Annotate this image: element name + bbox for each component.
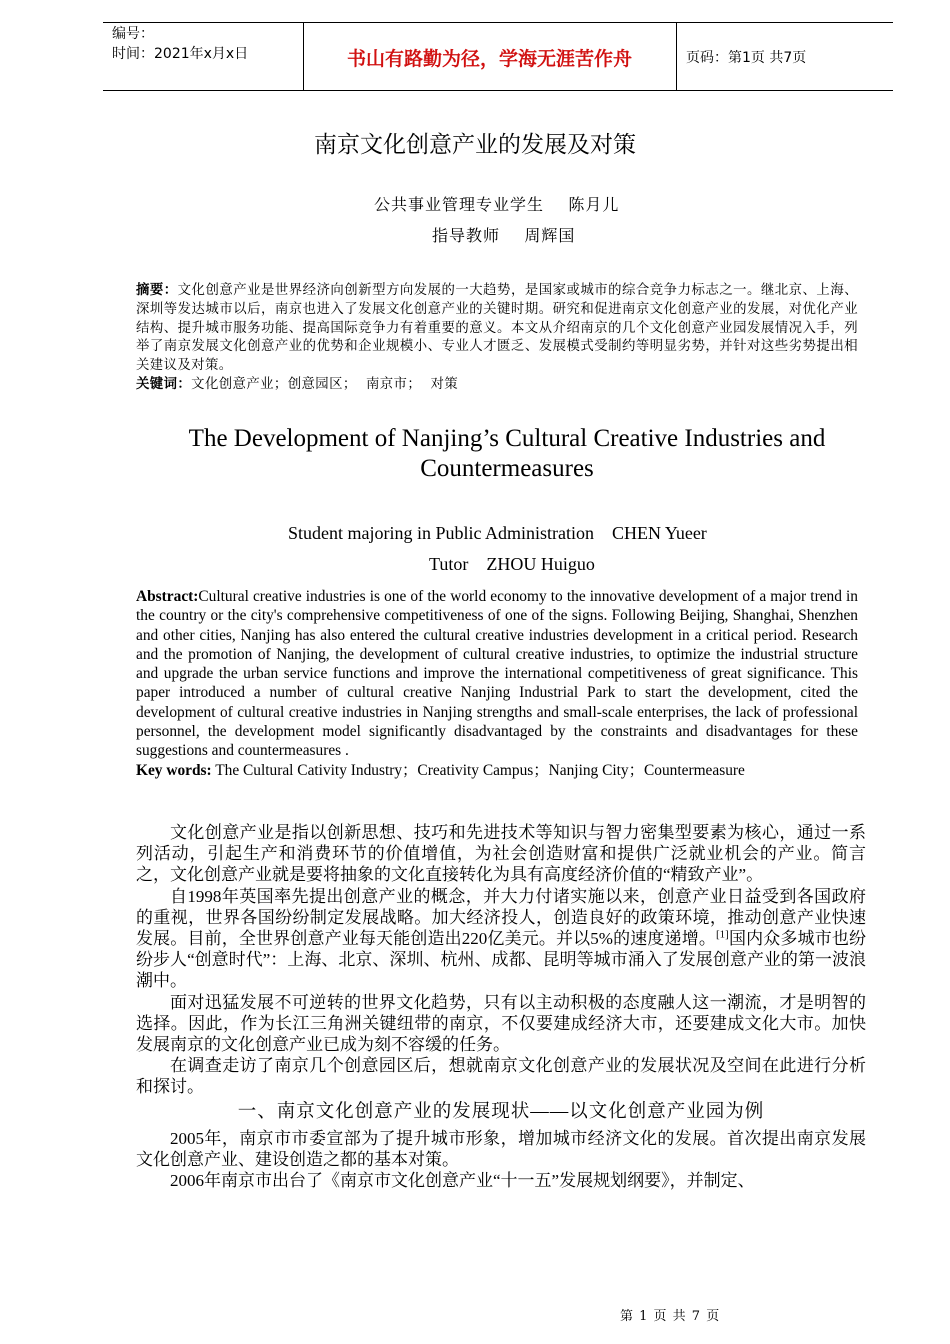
- author-chinese: 公共事业管理专业学生 陈月儿: [374, 195, 620, 214]
- header-motto: 书山有路勤为径，学海无涯苦作舟: [346, 48, 632, 70]
- header-number: 编号：: [112, 26, 154, 42]
- page-footer: 第 1 页 共 7 页: [620, 1309, 721, 1324]
- keywords-cn-label: 关键词：: [136, 376, 192, 392]
- paragraph-6: 2006年南京市出台了《南京市文化创意产业“十一五”发展规划纲要》，并制定、: [170, 1171, 755, 1191]
- paragraph-2: [136, 886, 866, 992]
- header-divider-right: [676, 22, 677, 90]
- abstract-chinese: [136, 282, 858, 395]
- keywords-cn-text: 文化创意产业；创意园区； 南京市； 对策: [191, 376, 459, 392]
- paragraph-5: 2005年，南京市市委宣部为了提升城市形象，增加城市经济文化的发展。首次提出南京发展文化创意产业、建设创造之都的基本对策。: [136, 1128, 866, 1170]
- abstract-cn-label: 摘要：: [136, 283, 178, 298]
- header-page-info: 页码：第1页 共7页: [686, 50, 807, 66]
- header-bottom-rule: [103, 90, 893, 91]
- citation-ref: [1]: [716, 928, 729, 941]
- author-english: Student majoring in Public Administration CHEN Yueer: [288, 523, 707, 543]
- tutor-english: Tutor ZHOU Huiguo: [429, 554, 595, 574]
- abstract-english: [136, 587, 858, 780]
- body-text: [136, 822, 866, 1191]
- keywords-en-label: Key words:: [136, 761, 212, 779]
- abstract-en-label: Abstract:: [136, 588, 199, 605]
- header-date: 时间：2021年x月x日: [112, 46, 249, 62]
- paragraph-4: 在调查走访了南京几个创意园区后，想就南京文化创意产业的发展状况及空间在此进行分析和探讨。: [136, 1056, 866, 1097]
- keywords-en-text: The Cultural Cativity Industry；Creativity Campus；Nanjing City；Countermeasure: [211, 761, 745, 779]
- paragraph-3: 面对迅猛发展不可逆转的世界文化趋势，只有以主动积极的态度融人这一潮流，才是明智的选择。因此，作为长江三角洲关键纽带的南京，不仅要建成经济大市，还要建成文化大市。加快发展南京的文化创意产业已成为刻不容缓的任务。: [136, 992, 866, 1055]
- title-chinese: 南京文化创意产业的发展及对策: [314, 132, 636, 158]
- abstract-en-text: Cultural creative industries is one of the world economy to the innovative development of a major trend in the country or the city's comprehensive competitiveness of one of the signs. Following Beijing, Shanghai, Shenzhen and other cities, Nanjing has also entered the cultural creative industries development in a critical period. Research and the promotion of Nanjing, the development of cultural creative industries, to optimize the industrial structure and upgrade the urban service functions and improve the international competitiveness of great significance. This paper introduced a number of cultural creative Nanjing Industrial Park to start the development, cited the development of cultural creative industries in Nanjing strengths and small-scale enterprises, the lack of professional personnel, the development model significantly disadvantaged by the constraints and disadvantages for these suggestions and countermeasures .: [136, 588, 858, 760]
- header-meta: [112, 24, 248, 64]
- paragraph-2-part-a: 自1998年英国率先提出创意产业的概念，并大力付诸实施以来，创意产业日益受到各国政府的重视，世界各国纷纷制定发展战略。加大经济投人，创造良好的政策环境，推动创意产业快速发展。目前，全世界创意产业每天能创造出220亿美元。并以5%的速度递增。: [136, 886, 866, 949]
- paragraph-1: 文化创意产业是指以创新思想、技巧和先进技术等知识与智力密集型要素为核心，通过一系列活动，引起生产和消费环节的价值增值，为社会创造财富和提供广泛就业机会的产业。简言之，文化创意产业就是要将抽象的文化直接转化为具有高度经济价值的“精致产业”。: [136, 823, 866, 885]
- tutor-chinese: 指导教师 周辉国: [432, 226, 576, 245]
- title-english: The Development of Nanjing’s Cultural Creative Industries and Countermeasures: [188, 425, 826, 482]
- paragraph-2-part-b: 国内众多城市也纷纷步人“创意时代”：上海、北京、深圳、杭州、成都、昆明等城市涌入了发展创意产业的第一波浪潮中。: [136, 929, 866, 991]
- abstract-cn-text: 文化创意产业是世界经济向创新型方向发展的一大趋势，是国家或城市的综合竞争力标志之一。继北京、上海、深圳等发达城市以后，南京也进入了发展文化创意产业的关键时期。研究和促进南京文化创意产业的发展，对优化产业结构、提升城市服务功能、提高国际竞争力有着重要的意义。本文从介绍南京的几个文化创意产业园发展情况入手，列举了南京发展文化创意产业的优势和企业规模小、专业人才匮乏、发展模式受制约等明显劣势，并针对这些劣势提出相关建议及对策。: [136, 283, 858, 374]
- header-top-rule: [103, 22, 893, 23]
- section-heading-1: 一、南京文化创意产业的发展现状——以文化创意产业园为例: [237, 1101, 765, 1122]
